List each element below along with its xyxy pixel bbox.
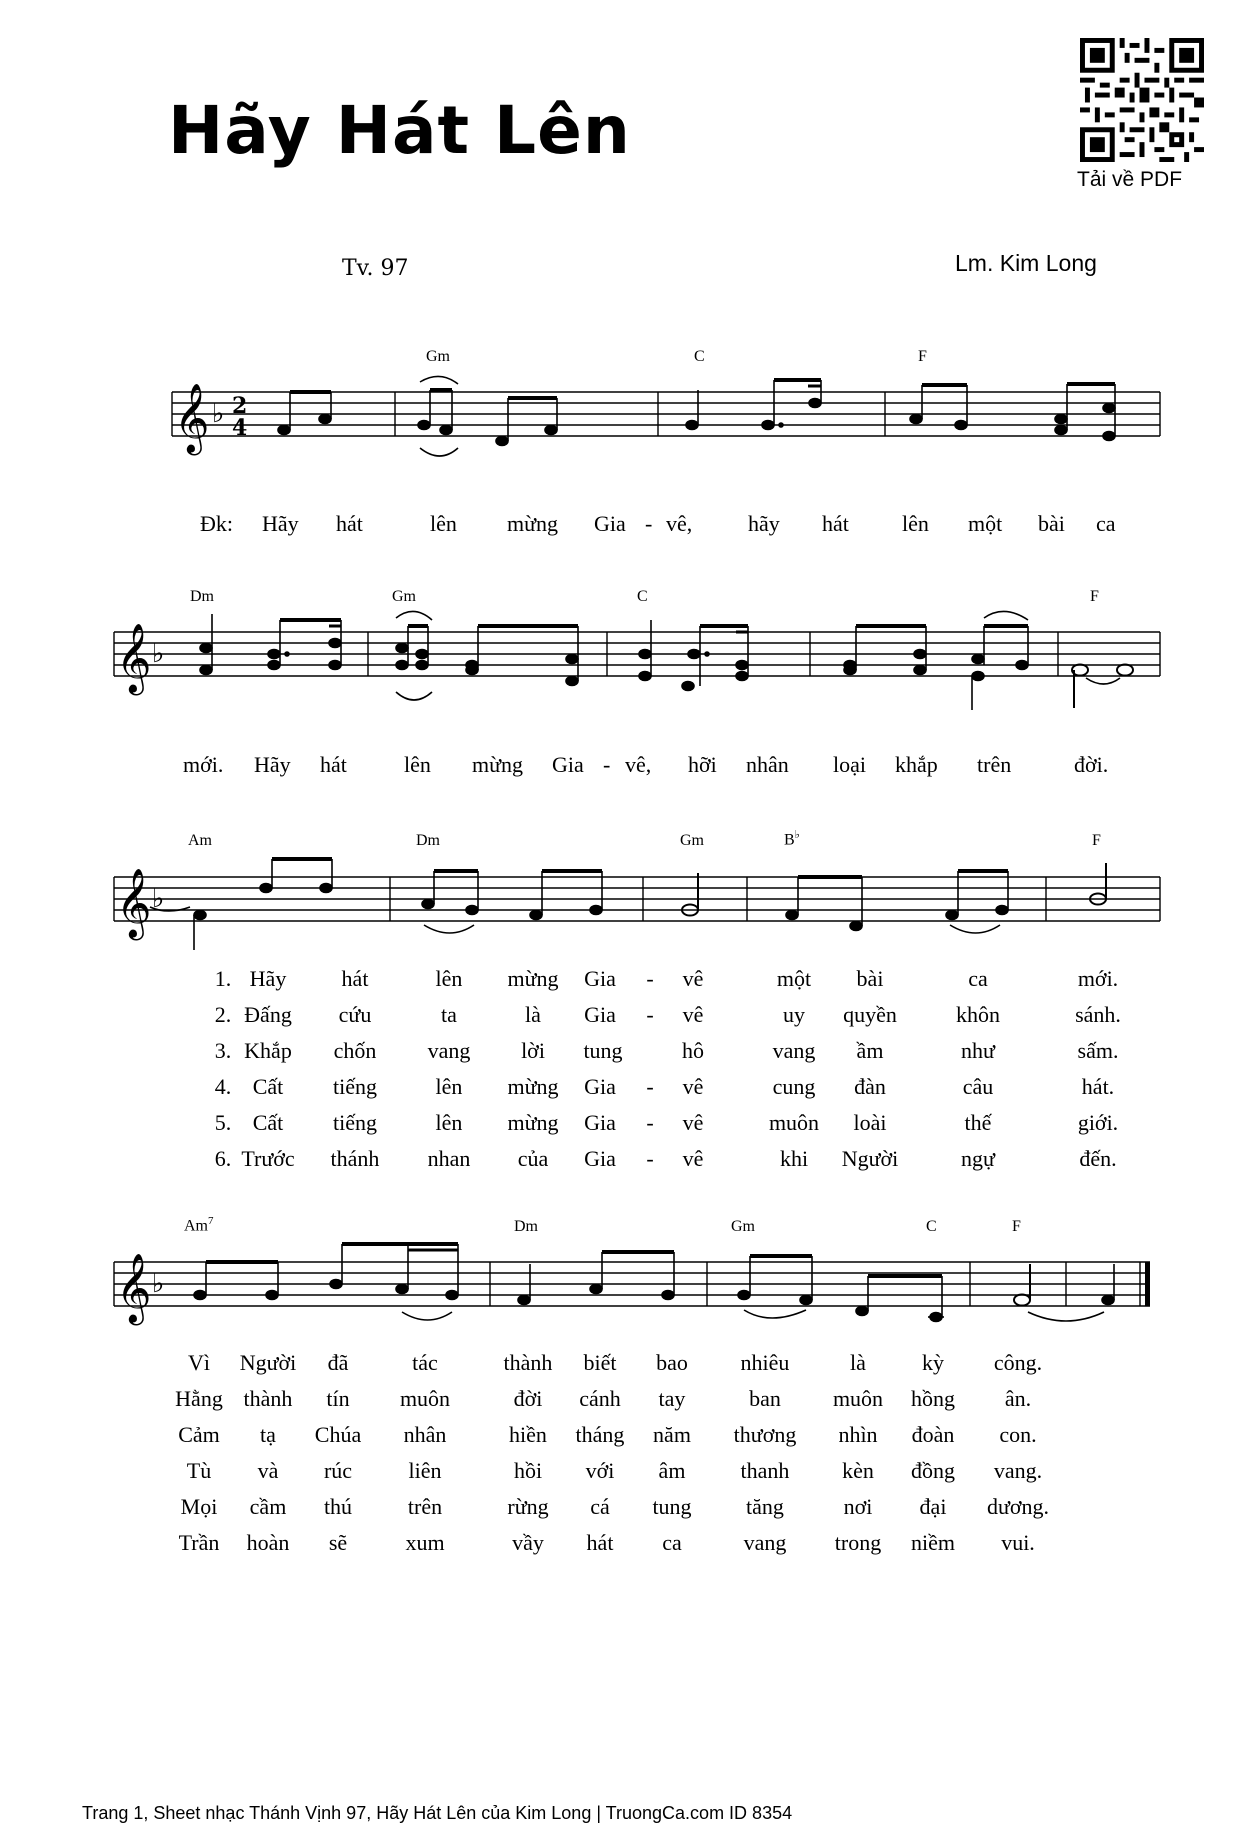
lyric-word: Gia xyxy=(584,1146,616,1171)
svg-text:♭: ♭ xyxy=(152,884,165,914)
lyric-word: như xyxy=(961,1038,995,1063)
lyric-word: cứu xyxy=(338,1002,372,1027)
song-title: Hãy Hát Lên xyxy=(168,92,631,169)
chord-symbol: Am$^7$ xyxy=(184,1215,214,1235)
lyric-word: khi xyxy=(779,1146,809,1171)
lyric-word: mới. xyxy=(1077,966,1119,991)
lyric-word: Cất xyxy=(252,1074,284,1099)
verse-line-6 xyxy=(0,1530,1240,1560)
lyric-word: ầm xyxy=(856,1038,884,1063)
verse-line-1 xyxy=(0,966,1240,996)
lyric-word: ta xyxy=(441,1002,457,1027)
verse-line-3 xyxy=(0,1422,1240,1452)
lyric-word: đời. xyxy=(1074,752,1109,777)
qr-code-icon[interactable] xyxy=(1080,38,1204,162)
svg-text:𝄞: 𝄞 xyxy=(116,1253,152,1323)
svg-text:4: 4 xyxy=(232,415,248,441)
lyric-word: Chúa xyxy=(314,1422,362,1447)
lyric-word: hô xyxy=(682,1038,704,1063)
lyric-word: muôn xyxy=(832,1386,884,1411)
lyric-word: thú xyxy=(323,1494,353,1519)
lyric-word: lên xyxy=(404,752,431,777)
lyric-word: Hằng xyxy=(175,1386,223,1411)
lyric-word: lên xyxy=(435,1074,463,1099)
lyric-word: Hãy xyxy=(262,511,299,536)
lyric-word: - xyxy=(646,1002,654,1027)
lyric-word: hát xyxy=(586,1530,614,1555)
chord-symbol: Dm xyxy=(514,1218,538,1235)
lyric-word: Gia xyxy=(552,752,584,777)
lyric-word: - xyxy=(646,1146,654,1171)
lyric-word: tung xyxy=(652,1494,692,1519)
composer-name: Lm. Kim Long xyxy=(955,250,1097,276)
lyric-word: thành xyxy=(243,1386,293,1411)
lyric-word: là xyxy=(850,1350,866,1375)
lyric-word: rúc xyxy=(323,1458,353,1483)
lyric-word: - xyxy=(646,1110,654,1135)
lyric-word: vang xyxy=(427,1038,471,1063)
lyric-word: - xyxy=(645,511,653,536)
verse-line-3 xyxy=(0,1038,1240,1068)
lyric-word: 3. xyxy=(214,1038,232,1063)
lyric-word: khôn xyxy=(956,1002,1000,1027)
lyric-word: nhân xyxy=(403,1422,447,1447)
lyric-word: cánh xyxy=(579,1386,621,1411)
lyric-word: 1. xyxy=(214,966,232,991)
lyric-word: hát xyxy=(341,966,369,991)
svg-text:2: 2 xyxy=(232,393,248,419)
lyric-word: biết xyxy=(583,1350,617,1375)
lyric-word: ban xyxy=(749,1386,781,1411)
lyric-word: và xyxy=(257,1458,279,1483)
lyric-word: tiếng xyxy=(333,1074,377,1099)
lyric-word: trong xyxy=(834,1530,882,1555)
lyric-word: vê, xyxy=(625,752,652,777)
lyric-word: nhìn xyxy=(838,1422,878,1447)
lyric-word: hỡi xyxy=(688,752,717,777)
lyric-word: Gia xyxy=(594,511,626,536)
lyric-word: vê, xyxy=(666,511,693,536)
lyric-word: uy xyxy=(783,1002,805,1027)
page-footer: Trang 1, Sheet nhạc Thánh Vịnh 97, Hãy Hát Lên của Kim Long | TruongCa.com ID 8354 xyxy=(82,1803,793,1823)
chord-symbol: Gm xyxy=(426,348,450,365)
chord-symbol: F xyxy=(1092,832,1101,849)
lyric-word: đồng xyxy=(911,1458,955,1483)
lyric-word: Khắp xyxy=(244,1038,292,1063)
lyric-word: vê xyxy=(682,966,704,991)
lyric-word: vang xyxy=(743,1530,787,1555)
svg-text:𝄞: 𝄞 xyxy=(116,868,152,938)
chord-symbol: F xyxy=(918,348,927,365)
lyric-word: mừng xyxy=(507,1074,559,1099)
lyric-word: loại xyxy=(833,752,866,777)
lyric-word: đoàn xyxy=(911,1422,955,1447)
lyric-word: hát xyxy=(320,752,347,777)
lyric-word: nhân xyxy=(746,752,789,777)
lyric-word: hát xyxy=(336,511,363,536)
music-staff-3 xyxy=(0,845,1240,955)
lyric-word: liên xyxy=(408,1458,442,1483)
lyric-word: lên xyxy=(435,966,463,991)
lyric-word: Hãy xyxy=(249,966,287,991)
lyric-word: mừng xyxy=(507,966,559,991)
lyric-word: cầm xyxy=(249,1494,287,1519)
lyric-word: đàn xyxy=(854,1074,886,1099)
lyric-word: nơi xyxy=(843,1494,873,1519)
lyric-word: Hãy xyxy=(254,752,291,777)
svg-text:𝄞: 𝄞 xyxy=(174,383,210,453)
lyric-word: niềm xyxy=(911,1530,955,1555)
svg-text:♭: ♭ xyxy=(152,639,165,669)
lyric-word: mới. xyxy=(183,752,224,777)
lyric-word: - xyxy=(646,966,654,991)
lyric-word: lên xyxy=(902,511,929,536)
lyric-word: tạ xyxy=(260,1422,276,1447)
lyric-word: vang xyxy=(772,1038,816,1063)
verse-line-4 xyxy=(0,1458,1240,1488)
lyric-word: hoàn xyxy=(246,1530,290,1555)
lyric-word: ca xyxy=(968,966,988,991)
lyric-word: thành xyxy=(503,1350,553,1375)
verse-line-1 xyxy=(0,1350,1240,1380)
chord-symbol: B♭ xyxy=(784,829,800,849)
lyric-word: Gia xyxy=(584,1110,616,1135)
psalm-reference: Tv. 97 xyxy=(342,256,409,281)
lyric-word: giới. xyxy=(1077,1110,1119,1135)
lyric-word: Gia xyxy=(584,1074,616,1099)
lyric-word: - xyxy=(603,752,611,777)
lyric-word: nhan xyxy=(427,1146,471,1171)
lyric-word: xum xyxy=(405,1530,445,1555)
lyric-word: mừng xyxy=(507,1110,559,1135)
svg-text:♭: ♭ xyxy=(152,1269,165,1299)
lyric-word: Trần xyxy=(178,1530,220,1555)
lyric-word: 5. xyxy=(214,1110,232,1135)
lyric-word: kèn xyxy=(842,1458,874,1483)
lyric-word: hãy xyxy=(748,511,780,536)
lyric-word: bao xyxy=(656,1350,688,1375)
lyric-word: hát xyxy=(822,511,849,536)
verse-line-5 xyxy=(0,1494,1240,1524)
lyric-word: một xyxy=(776,966,812,991)
lyric-word: lên xyxy=(430,511,457,536)
lyric-word: công. xyxy=(993,1350,1043,1375)
chord-symbol: Gm xyxy=(680,832,704,849)
lyric-word: vê xyxy=(682,1110,704,1135)
lyric-word: tăng xyxy=(746,1494,784,1519)
lyric-word: dương. xyxy=(986,1494,1050,1519)
lyric-word: chốn xyxy=(333,1038,377,1063)
lyric-word: muôn xyxy=(768,1110,820,1135)
lyric-word: con. xyxy=(999,1422,1037,1447)
lyric-word: Đấng xyxy=(244,1002,292,1027)
lyric-word: nhiêu xyxy=(740,1350,790,1375)
lyric-word: tác xyxy=(412,1350,438,1375)
lyric-word: Vì xyxy=(188,1350,210,1375)
lyric-word: muôn xyxy=(399,1386,451,1411)
music-staff-2 xyxy=(0,600,1240,730)
lyric-word: thương xyxy=(733,1422,797,1447)
lyric-word: thế xyxy=(964,1110,992,1135)
lyric-word: tháng xyxy=(575,1422,625,1447)
lyric-word: trên xyxy=(977,752,1012,777)
lyric-word: Gia xyxy=(584,966,616,991)
lyric-word: cung xyxy=(772,1074,816,1099)
lyric-word: thánh xyxy=(330,1146,380,1171)
lyric-word: của xyxy=(517,1146,549,1171)
verse-line-5 xyxy=(0,1110,1240,1140)
lyric-word: kỳ xyxy=(922,1350,944,1375)
lyric-word: vê xyxy=(682,1074,704,1099)
chord-symbol: C xyxy=(694,348,705,365)
lyric-word: Mọi xyxy=(180,1494,218,1519)
lyric-word: tín xyxy=(326,1386,350,1411)
lyric-word: vui. xyxy=(1001,1530,1035,1555)
lyric-word: trên xyxy=(407,1494,443,1519)
lyric-word: sẽ xyxy=(328,1530,348,1555)
verse-line-6 xyxy=(0,1146,1240,1176)
lyric-word: đến. xyxy=(1079,1146,1117,1171)
lyric-word: ngự xyxy=(961,1146,995,1171)
lyric-word: Người xyxy=(239,1350,297,1375)
lyric-word: lời xyxy=(521,1038,545,1063)
lyric-word: thanh xyxy=(740,1458,790,1483)
lyric-word: đại xyxy=(919,1494,947,1519)
chord-symbol: Gm xyxy=(392,588,416,605)
lyric-word: bài xyxy=(1038,511,1065,536)
lyric-word: vầy xyxy=(512,1530,544,1555)
lyric-word: khắp xyxy=(895,752,938,777)
lyric-word: bài xyxy=(856,966,884,991)
svg-text:𝄞: 𝄞 xyxy=(116,623,152,693)
lyric-word: sánh. xyxy=(1075,1002,1121,1027)
chord-symbol: Dm xyxy=(190,588,214,605)
lyric-word: tung xyxy=(583,1038,623,1063)
lyric-word: Đk: xyxy=(200,511,233,536)
lyric-word: tay xyxy=(658,1386,686,1411)
chord-symbol: F xyxy=(1090,588,1099,605)
lyric-word: câu xyxy=(962,1074,994,1099)
lyric-word: sấm. xyxy=(1077,1038,1119,1063)
lyric-word: Tù xyxy=(186,1458,212,1483)
lyric-word: mừng xyxy=(507,511,559,536)
lyric-word: Người xyxy=(841,1146,899,1171)
lyric-word: quyền xyxy=(843,1002,897,1027)
lyric-word: loài xyxy=(853,1110,887,1135)
verse-line-2 xyxy=(0,1002,1240,1032)
music-staff-1 xyxy=(0,360,1240,490)
music-staff-4 xyxy=(0,1230,1240,1340)
lyric-word: đã xyxy=(327,1350,349,1375)
svg-text:♭: ♭ xyxy=(212,399,225,429)
lyric-word: tiếng xyxy=(333,1110,377,1135)
lyric-word: 6. xyxy=(214,1146,232,1171)
lyric-word: 4. xyxy=(214,1074,232,1099)
lyric-word: hồng xyxy=(911,1386,955,1411)
lyric-word: với xyxy=(585,1458,615,1483)
lyric-word: mừng xyxy=(472,752,524,777)
download-pdf-label[interactable]: Tải về PDF xyxy=(1077,168,1183,191)
chord-symbol: C xyxy=(637,588,648,605)
verse-line-2 xyxy=(0,1386,1240,1416)
lyric-word: hiền xyxy=(509,1422,547,1447)
lyric-word: năm xyxy=(653,1422,691,1447)
lyric-word: vê xyxy=(682,1146,704,1171)
lyric-word: - xyxy=(646,1074,654,1099)
lyric-word: là xyxy=(525,1002,541,1027)
lyric-word: lên xyxy=(435,1110,463,1135)
lyric-word: Gia xyxy=(584,1002,616,1027)
lyric-word: đời xyxy=(513,1386,543,1411)
lyric-word: Trước xyxy=(241,1146,295,1171)
lyric-word: hát. xyxy=(1081,1074,1115,1099)
chord-symbol: Dm xyxy=(416,832,440,849)
chord-symbol: Gm xyxy=(731,1218,755,1235)
lyric-word: ân. xyxy=(1004,1386,1032,1411)
chord-symbol: Am xyxy=(188,832,212,849)
lyric-word: Cất xyxy=(252,1110,284,1135)
lyric-word: 2. xyxy=(214,1002,232,1027)
chord-symbol: C xyxy=(926,1218,937,1235)
lyric-word: vê xyxy=(682,1002,704,1027)
lyric-word: vang. xyxy=(993,1458,1043,1483)
lyric-word: ca xyxy=(1096,511,1116,536)
lyric-word: cá xyxy=(590,1494,610,1519)
lyric-word: âm xyxy=(658,1458,686,1483)
verse-line-4 xyxy=(0,1074,1240,1104)
chord-symbol: F xyxy=(1012,1218,1021,1235)
lyric-word: rừng xyxy=(507,1494,549,1519)
lyric-word: Cảm xyxy=(178,1422,220,1447)
lyric-word: một xyxy=(968,511,1003,536)
lyric-word: ca xyxy=(662,1530,682,1555)
lyric-word: hồi xyxy=(513,1458,543,1483)
